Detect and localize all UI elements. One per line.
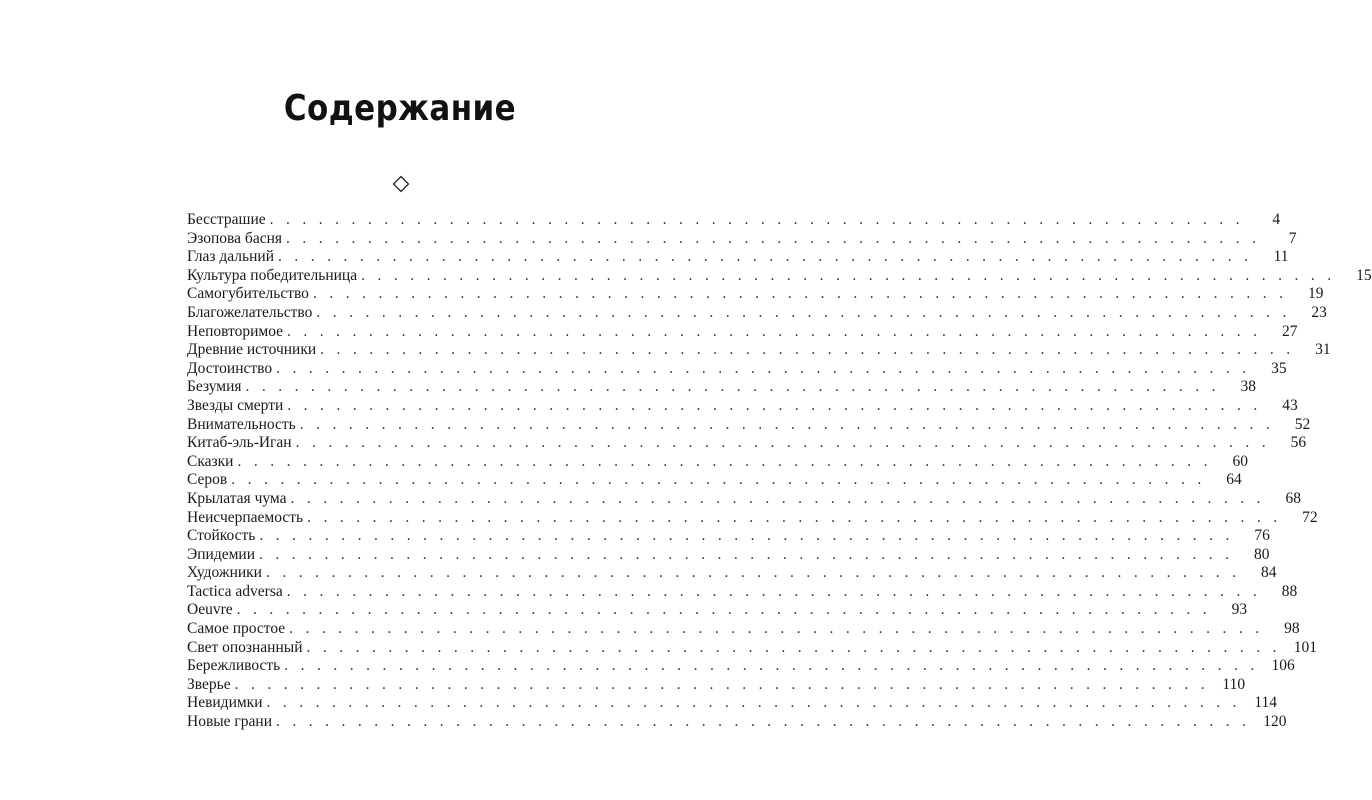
- toc-entry: [187, 657, 1295, 676]
- toc-entry: [187, 396, 1298, 416]
- toc-entry-label: Неповторимое: [187, 322, 284, 340]
- toc-entry-label: Неисчерпаемость: [187, 508, 304, 526]
- toc-entry: [187, 211, 1281, 230]
- toc-entry: [187, 303, 1327, 323]
- toc-entry-label: Серов: [187, 471, 228, 489]
- toc-entry-page: 7: [1288, 229, 1297, 247]
- toc-entry-page: 27: [1282, 322, 1298, 340]
- toc-entry-page: 60: [1232, 452, 1248, 470]
- toc-dot-leader: ............................................................: [316, 303, 1299, 321]
- toc-dot-leader: ............................................................: [259, 527, 1242, 545]
- toc-entry-label: Крылатая чума: [187, 489, 287, 507]
- toc-entry-page: 84: [1260, 564, 1277, 582]
- toc-dot-leader: ............................................................: [306, 638, 1289, 656]
- toc-dot-leader: ............................................................: [286, 229, 1269, 247]
- toc-entry-page: 38: [1240, 378, 1257, 396]
- toc-entry: [187, 229, 1297, 249]
- toc-dot-leader: ............................................................: [236, 601, 1220, 619]
- toc-entry: [187, 489, 1301, 509]
- toc-entry-label: Зверье: [187, 675, 231, 693]
- toc-entry-page: 4: [1272, 211, 1281, 228]
- toc-dot-leader: ............................................................: [266, 694, 1250, 712]
- toc-dot-leader: ............................................................: [287, 396, 1270, 414]
- toc-dot-leader: ............................................................: [289, 620, 1272, 638]
- toc-entry: [187, 527, 1270, 546]
- toc-entry-page: 120: [1263, 713, 1287, 731]
- toc-entry: [187, 564, 1277, 583]
- toc-entry-page: 80: [1254, 545, 1270, 563]
- toc-entry-page: 110: [1222, 675, 1246, 693]
- toc-entry-page: 11: [1273, 248, 1289, 266]
- toc-dot-leader: ............................................................: [269, 211, 1253, 228]
- toc-dot-leader: ............................................................: [307, 508, 1290, 526]
- toc-entry-label: Китаб-эль-Иган: [187, 434, 292, 452]
- toc-entry: [187, 713, 1287, 732]
- toc-dot-leader: ............................................................: [276, 359, 1259, 377]
- toc-entry-page: 114: [1254, 694, 1278, 712]
- toc-entry-page: 88: [1281, 582, 1298, 600]
- toc-entry-page: 93: [1231, 601, 1248, 619]
- table-of-contents: [187, 211, 1372, 732]
- toc-entry-label: Внимательность: [187, 415, 296, 433]
- page-title: Содержание: [283, 88, 517, 129]
- toc-entry-label: Бесстрашие: [187, 211, 266, 228]
- toc-dot-leader: ............................................................: [245, 378, 1229, 396]
- toc-dot-leader: ............................................................: [320, 341, 1303, 359]
- toc-dot-leader: ............................................................: [361, 266, 1344, 284]
- toc-entry-label: Звезды смерти: [187, 396, 284, 414]
- toc-entry-page: 64: [1226, 471, 1242, 489]
- toc-entry-page: 31: [1315, 341, 1331, 359]
- toc-entry-label: Безумия: [187, 378, 242, 396]
- toc-entry: [187, 285, 1324, 304]
- toc-entry: [187, 582, 1298, 602]
- toc-entry: [187, 638, 1317, 658]
- toc-entry-page: 68: [1285, 489, 1301, 507]
- toc-entry-page: 52: [1294, 415, 1311, 433]
- toc-entry-label: Невидимки: [187, 694, 263, 712]
- toc-entry-label: Культура победительница: [187, 266, 358, 284]
- toc-dot-leader: ............................................................: [287, 322, 1270, 340]
- toc-entry-page: 76: [1254, 527, 1270, 545]
- toc-entry: [187, 378, 1257, 397]
- toc-entry-label: Благожелательство: [187, 303, 313, 321]
- toc-entry-label: Художники: [187, 564, 262, 582]
- toc-entry: [187, 508, 1318, 528]
- toc-entry-page: 72: [1302, 508, 1318, 526]
- toc-entry: [187, 452, 1248, 472]
- toc-dot-leader: ............................................................: [231, 471, 1214, 489]
- toc-dot-leader: ............................................................: [234, 675, 1218, 693]
- toc-entry-page: 56: [1290, 434, 1307, 452]
- toc-entry-label: Самое простое: [187, 620, 286, 638]
- toc-entry: [187, 620, 1300, 639]
- toc-entry: [187, 248, 1289, 267]
- toc-entry: [187, 694, 1278, 713]
- toc-dot-leader: ............................................................: [290, 489, 1273, 507]
- toc-entry-page: 106: [1271, 657, 1295, 675]
- toc-entry: [187, 359, 1287, 379]
- toc-dot-leader: ............................................................: [276, 713, 1259, 731]
- toc-entry: [187, 322, 1298, 342]
- toc-dot-leader: ............................................................: [286, 582, 1270, 600]
- toc-entry-label: Сказки: [187, 452, 234, 470]
- toc-entry-label: Бережливость: [187, 657, 281, 675]
- toc-entry-label: Достоинство: [187, 359, 273, 377]
- toc-entry-page: 101: [1293, 638, 1317, 656]
- toc-entry-label: Стойкость: [187, 527, 256, 545]
- toc-entry: [187, 545, 1270, 565]
- toc-dot-leader: ............................................................: [295, 434, 1279, 452]
- toc-entry-label: Эпидемии: [187, 545, 255, 563]
- toc-entry-page: 23: [1311, 303, 1327, 321]
- toc-dot-leader: ............................................................: [284, 657, 1267, 675]
- toc-entry-page: 19: [1307, 285, 1324, 303]
- toc-entry: [187, 471, 1242, 490]
- toc-entry: [187, 434, 1307, 453]
- toc-entry: [187, 675, 1246, 695]
- toc-entry: [187, 341, 1331, 360]
- diamond-outline-icon: [392, 175, 410, 193]
- toc-entry-label: Новые грани: [187, 713, 273, 731]
- toc-entry-page: 43: [1282, 396, 1298, 414]
- toc-entry: [187, 415, 1311, 435]
- toc-entry-page: 15: [1356, 266, 1372, 284]
- toc-entry-label: Глаз дальний: [187, 248, 274, 266]
- toc-entry-label: Самогубительство: [187, 285, 309, 303]
- toc-dot-leader: ............................................................: [265, 564, 1249, 582]
- toc-entry-page: 98: [1284, 620, 1300, 638]
- toc-dot-leader: ............................................................: [299, 415, 1283, 433]
- toc-entry-page: 35: [1271, 359, 1287, 377]
- toc-entry-label: Oeuvre: [187, 601, 233, 619]
- toc-dot-leader: ............................................................: [237, 452, 1220, 470]
- toc-entry: [187, 266, 1372, 286]
- toc-entry-label: Эзопова басня: [187, 229, 282, 247]
- toc-entry-label: Tactica adversa: [187, 582, 283, 600]
- toc-entry: [187, 601, 1248, 620]
- toc-entry-label: Древние источники: [187, 341, 317, 359]
- toc-dot-leader: ............................................................: [259, 545, 1242, 563]
- toc-dot-leader: ............................................................: [312, 285, 1296, 303]
- toc-dot-leader: ............................................................: [278, 248, 1261, 266]
- toc-entry-label: Свет опознанный: [187, 638, 303, 656]
